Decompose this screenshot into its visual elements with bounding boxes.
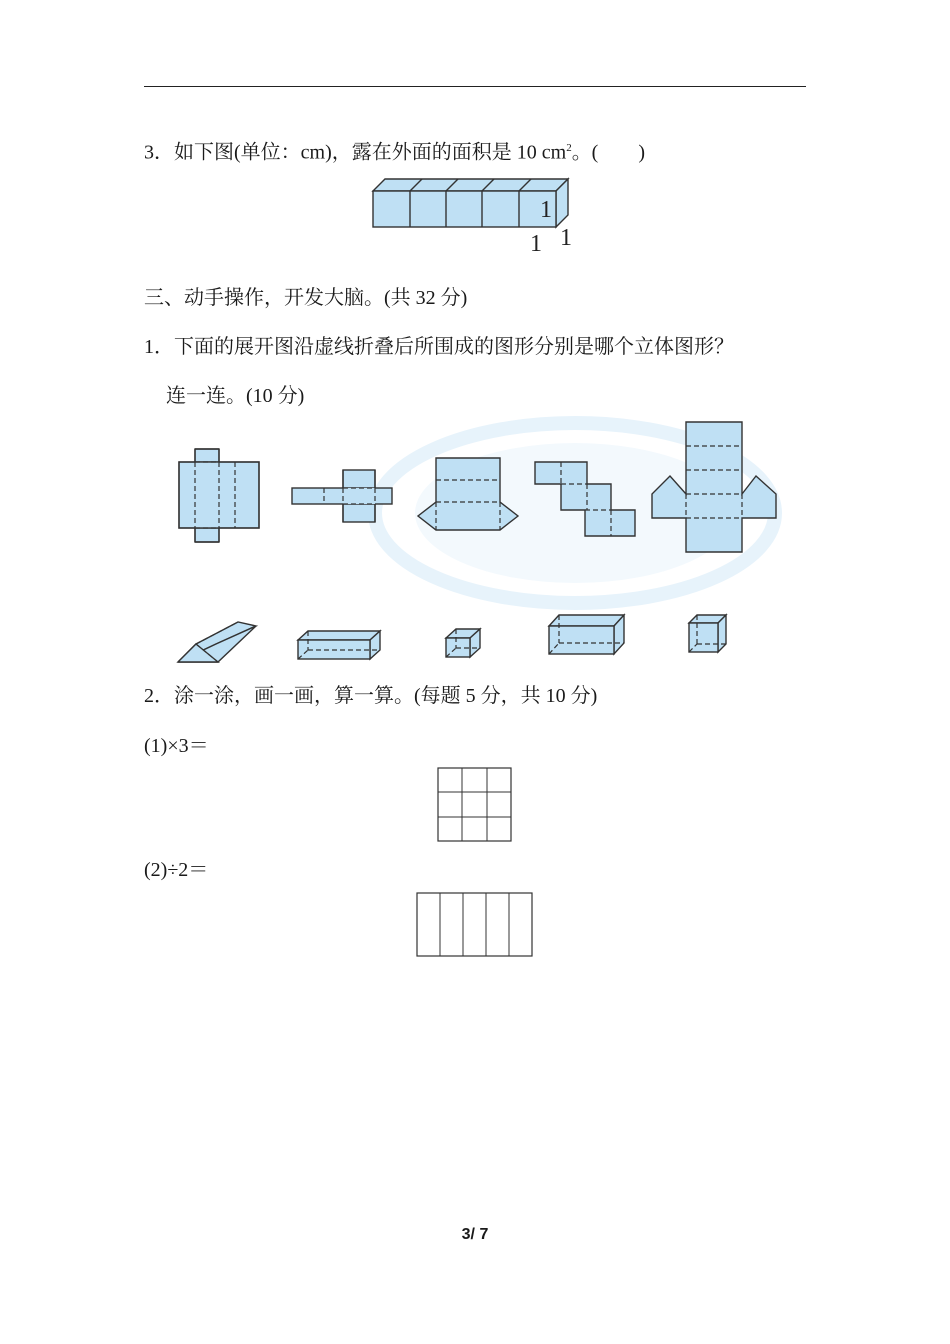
- grid-5-columns: [416, 892, 534, 958]
- header-rule: [144, 86, 806, 87]
- solid-cuboid: [546, 612, 628, 658]
- solid-triangular-prism: [174, 620, 262, 666]
- cube-label-height: 1: [540, 197, 552, 223]
- net-figure-5: [650, 420, 778, 554]
- q2-sub2: (2)÷2＝: [144, 859, 209, 881]
- q2-title: 2．涂一涂，画一画，算一算。(每题 5 分，共 10 分): [144, 685, 598, 707]
- q3-text: 3．如下图(单位：cm)，露在外面的面积是 10 $cm^2$。( ): [144, 141, 646, 164]
- q1-line2: 连一连。(10 分): [166, 385, 305, 407]
- solid-flat-cuboid: [294, 628, 384, 662]
- net-figure-3: [416, 456, 520, 532]
- q1-line1: 1．下面的展开图沿虚线折叠后所围成的图形分别是哪个立体图形？: [144, 336, 734, 358]
- net-figure-1: [178, 448, 262, 544]
- section3-title: 三、动手操作，开发大脑。(共 32 分): [144, 287, 468, 309]
- grid-3x3: [437, 767, 513, 843]
- cube-label-depth: 1: [560, 225, 572, 251]
- solid-small-cuboid: [444, 626, 484, 660]
- net-figure-2: [290, 468, 394, 526]
- cube-label-width: 1: [530, 231, 542, 257]
- solid-cube: [686, 612, 730, 656]
- net-figure-4: [533, 460, 639, 540]
- page-number: 3/ 7: [461, 1226, 489, 1243]
- cube-row-figure: [370, 175, 590, 260]
- q2-sub1: (1)×3＝: [144, 735, 209, 757]
